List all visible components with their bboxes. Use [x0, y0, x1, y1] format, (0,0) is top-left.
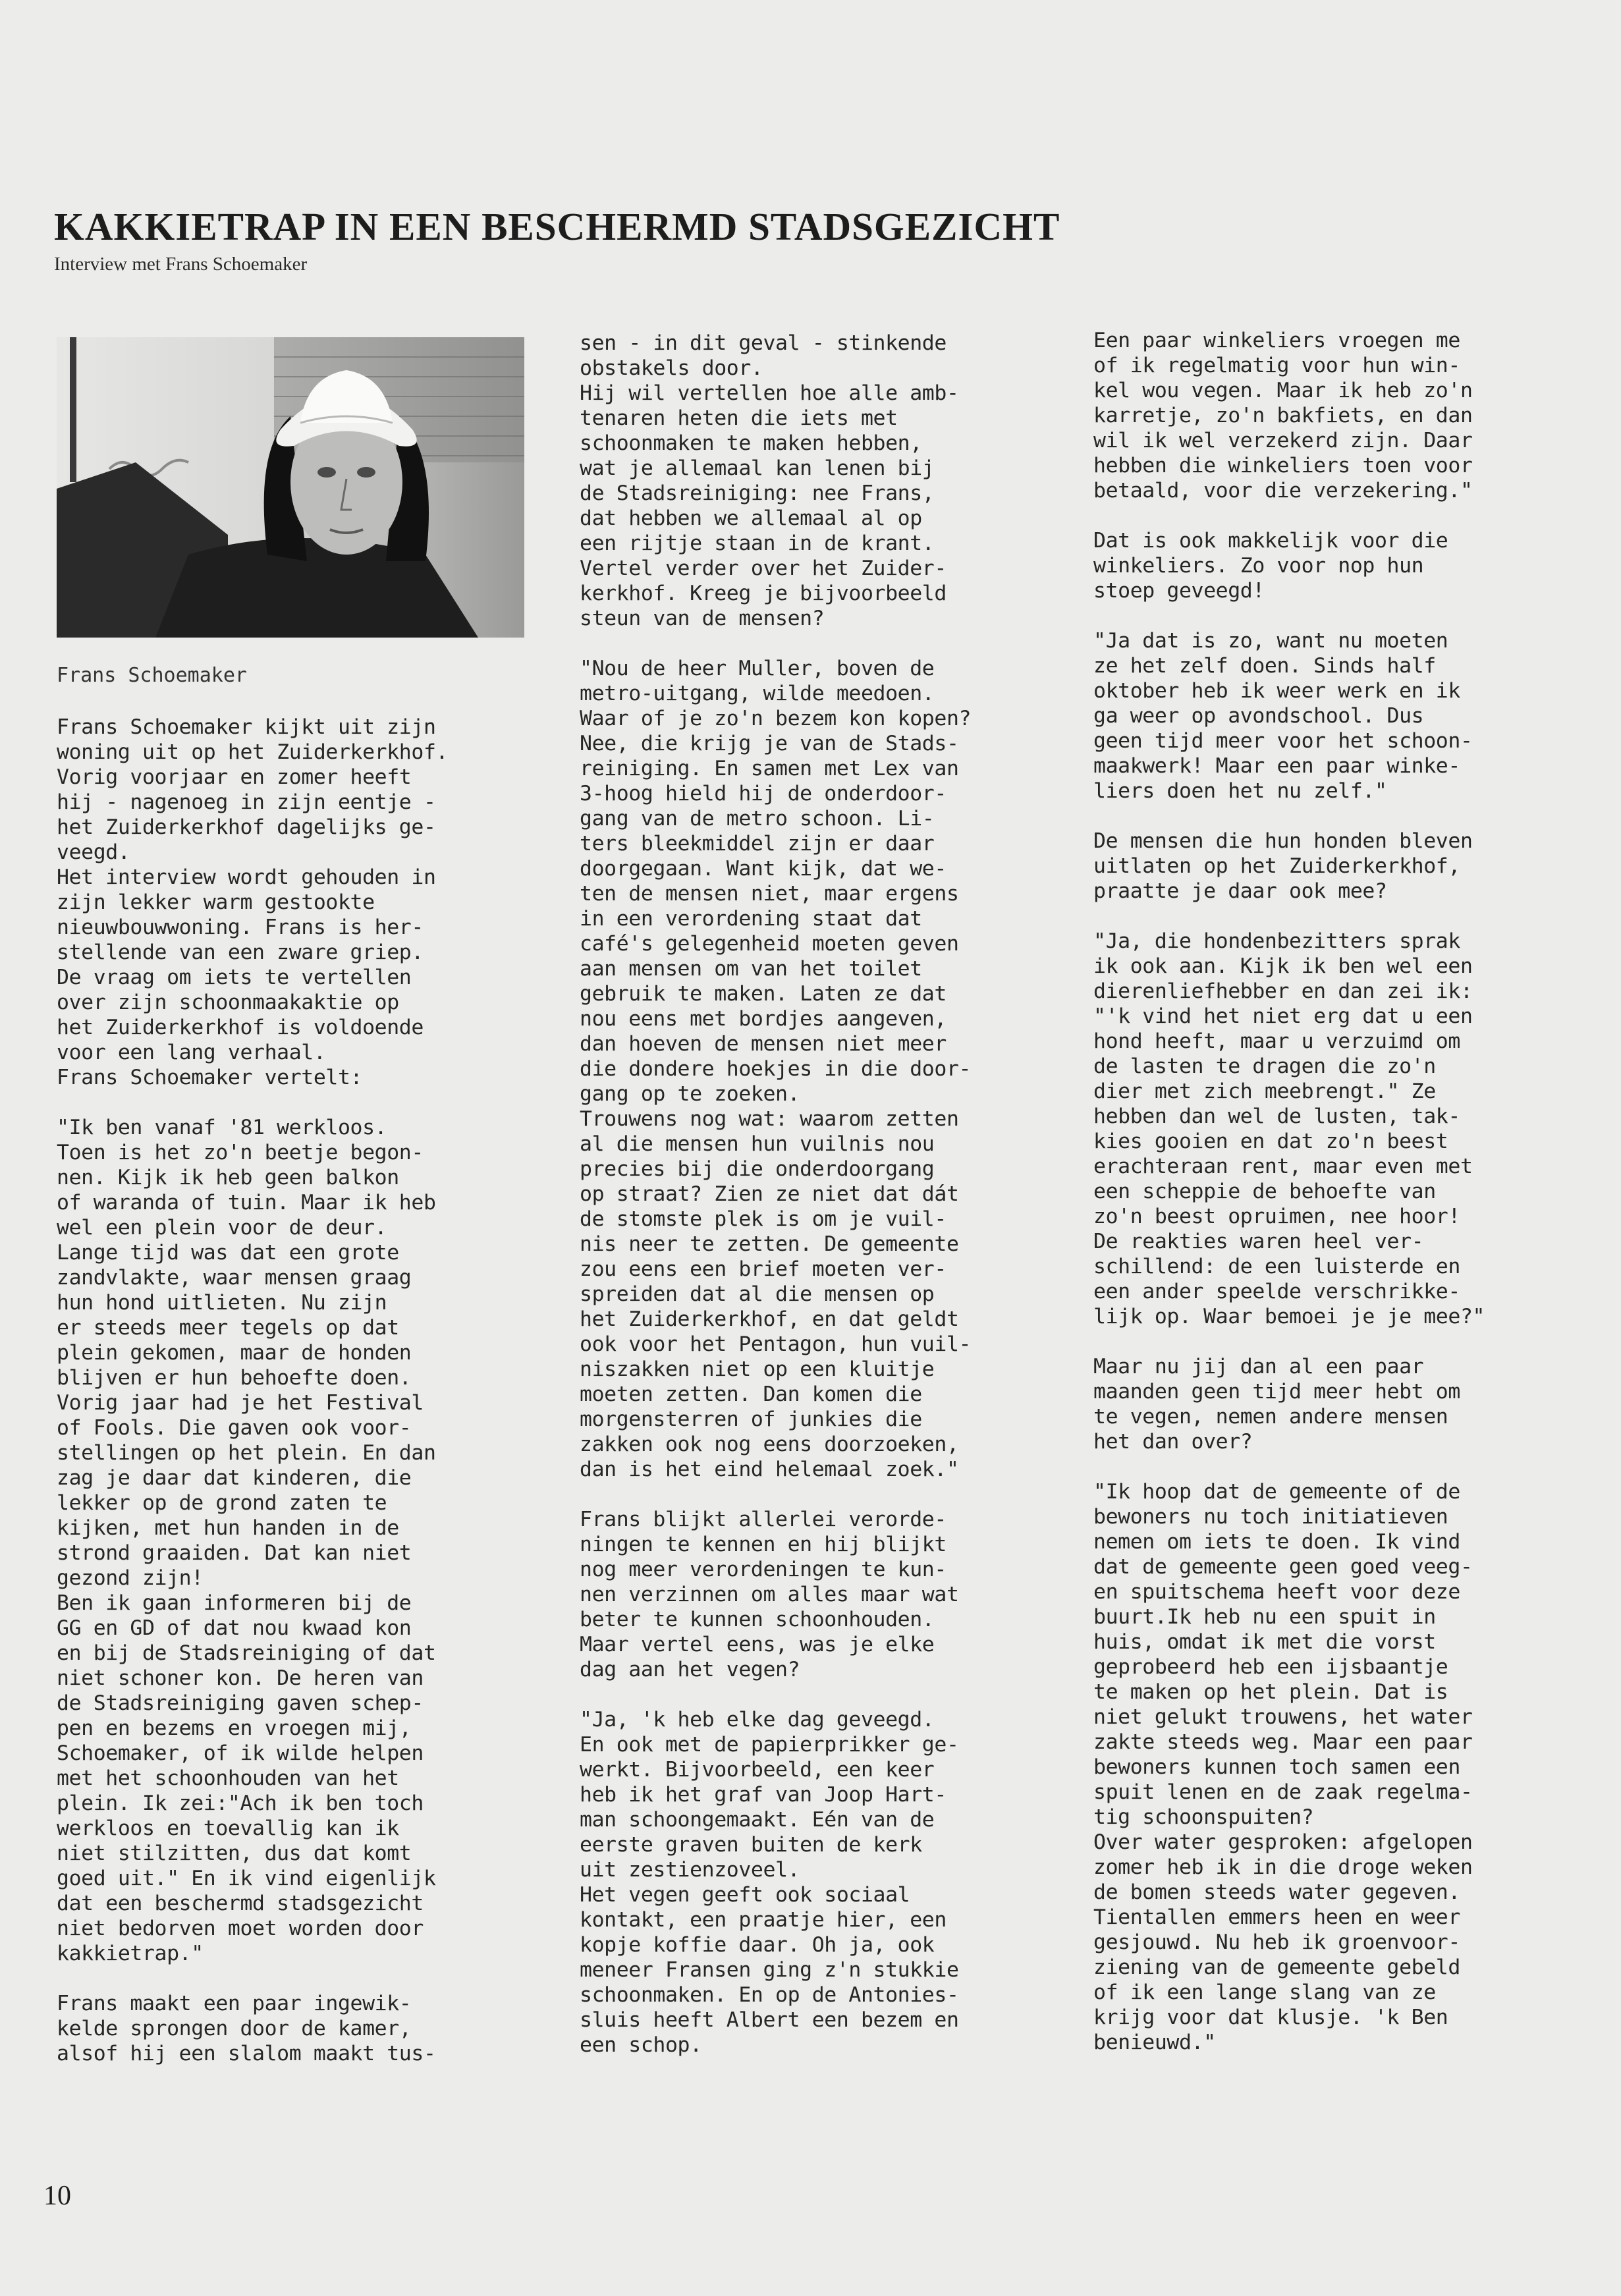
text-line: De reakties waren heel ver-: [1093, 1230, 1424, 1253]
text-line: betaald, voor die verzekering.": [1093, 479, 1473, 503]
text-column-3: [1093, 328, 1594, 2055]
text-line: dan hoeven de mensen niet meer: [580, 1032, 947, 1056]
text-line: precies bij die onderdoorgang: [580, 1157, 935, 1181]
text-line: hebben die winkeliers toen voor: [1093, 454, 1473, 478]
text-line: wat je allemaal kan lenen bij: [580, 456, 935, 480]
text-line: nog meer verordeningen te kun-: [580, 1558, 947, 1581]
text-line: dat hebben we allemaal al op: [580, 506, 922, 530]
text-line: krijg voor dat klusje. 'k Ben: [1093, 2006, 1448, 2029]
text-line: "Ik ben vanaf '81 werkloos.: [57, 1116, 387, 1139]
page-number: 10: [43, 2181, 71, 2211]
text-line: de Stadsreiniging gaven schep-: [57, 1691, 424, 1715]
text-line: het Zuiderkerkhof dagelijks ge-: [57, 815, 436, 839]
text-line: man schoongemaakt. Eén van de: [580, 1808, 935, 1832]
text-line: met het schoonhouden van het: [57, 1766, 399, 1790]
text-line: tenaren heten die iets met: [580, 406, 898, 430]
text-line: Frans blijkt allerlei verorde-: [580, 1508, 947, 1531]
text-line: werkt. Bijvoorbeeld, een keer: [580, 1758, 935, 1782]
text-line: nemen om iets te doen. Ik vind: [1093, 1530, 1460, 1554]
text-line: en bij de Stadsreiniging of dat: [57, 1641, 436, 1665]
text-line: erachteraan rent, maar even met: [1093, 1155, 1473, 1178]
text-line: Vertel verder over het Zuider-: [580, 557, 947, 580]
text-line: een rijtje staan in de krant.: [580, 532, 935, 555]
text-line: niet gelukt trouwens, het water: [1093, 1705, 1473, 1729]
text-line: Dat is ook makkelijk voor die: [1093, 529, 1448, 553]
paragraph-gap: [1093, 603, 1594, 628]
paragraph-gap: [1093, 503, 1594, 528]
text-line: woning uit op het Zuiderkerkhof.: [57, 740, 449, 764]
text-line: Frans Schoemaker vertelt:: [57, 1066, 363, 1089]
text-line: sluis heeft Albert een bezem en: [580, 2008, 959, 2032]
text-line: een ander speelde verschrikke-: [1093, 1280, 1460, 1303]
text-line: tig schoonspuiten?: [1093, 1805, 1314, 1829]
text-line: er steeds meer tegels op dat: [57, 1316, 399, 1340]
text-line: ten de mensen niet, maar ergens: [580, 882, 959, 906]
text-line: Frans Schoemaker kijkt uit zijn: [57, 715, 436, 739]
text-line: plein gekomen, maar de honden: [57, 1341, 412, 1365]
text-line: de stomste plek is om je vuil-: [580, 1207, 947, 1231]
text-line: winkeliers. Zo voor nop hun: [1093, 554, 1424, 578]
text-line: dan is het eind helemaal zoek.": [580, 1458, 959, 1481]
text-line: Lange tijd was dat een grote: [57, 1241, 399, 1265]
text-line: dierenliefhebber en dan zei ik:: [1093, 979, 1473, 1003]
paragraph-gap: [580, 1482, 1067, 1507]
text-line: gebruik te maken. Laten ze dat: [580, 982, 947, 1006]
text-line: gesjouwd. Nu heb ik groenvoor-: [1093, 1930, 1460, 1954]
text-line: Tientallen emmers heen en weer: [1093, 1905, 1460, 1929]
text-line: dier met zich meebrengt." Ze: [1093, 1080, 1436, 1103]
text-line: al die mensen hun vuilnis nou: [580, 1132, 935, 1156]
text-line: huis, omdat ik met die vorst: [1093, 1630, 1436, 1654]
text-line: benieuwd.": [1093, 2031, 1216, 2054]
text-line: gang van de metro schoon. Li-: [580, 807, 935, 831]
text-line: zou eens een brief moeten ver-: [580, 1257, 947, 1281]
text-line: Vorig jaar had je het Festival: [57, 1391, 424, 1415]
text-line: Hij wil vertellen hoe alle amb-: [580, 381, 959, 405]
text-line: sen - in dit geval - stinkende: [580, 331, 947, 355]
text-line: niet schoner kon. De heren van: [57, 1666, 424, 1690]
text-line: Vorig voorjaar en zomer heeft: [57, 765, 412, 789]
text-line: zijn lekker warm gestookte: [57, 890, 375, 914]
article-title: KAKKIETRAP IN EEN BESCHERMD STADSGEZICHT: [54, 204, 1060, 248]
text-line: zakken ook nog eens doorzoeken,: [580, 1433, 959, 1456]
text-line: geen tijd meer voor het schoon-: [1093, 729, 1473, 753]
paragraph-gap: [57, 1090, 544, 1115]
text-line: "'k vind het niet erg dat u een: [1093, 1004, 1473, 1028]
text-line: hebben dan wel de lusten, tak-: [1093, 1105, 1460, 1128]
text-line: Ben ik gaan informeren bij de: [57, 1591, 412, 1615]
text-line: het Zuiderkerkhof is voldoende: [57, 1016, 424, 1039]
text-line: obstakels door.: [580, 356, 763, 380]
text-line: of Fools. Die gaven ook voor-: [57, 1416, 412, 1440]
text-line: uitlaten op het Zuiderkerkhof,: [1093, 854, 1460, 878]
text-line: "Ja, die hondenbezitters sprak: [1093, 929, 1460, 953]
text-line: stellende van een zware griep.: [57, 941, 424, 964]
text-line: eerste graven buiten de kerk: [580, 1833, 922, 1857]
text-line: ik ook aan. Kijk ik ben wel een: [1093, 954, 1473, 978]
text-line: kopje koffie daar. Oh ja, ook: [580, 1933, 935, 1957]
text-line: kelde sprongen door de kamer,: [57, 2017, 412, 2040]
text-line: maanden geen tijd meer hebt om: [1093, 1380, 1460, 1404]
text-line: morgensterren of junkies die: [580, 1408, 922, 1431]
text-line: hond heeft, maar u verzuimd om: [1093, 1029, 1460, 1053]
paragraph-gap: [1093, 804, 1594, 829]
text-line: kel wou vegen. Maar ik heb zo'n: [1093, 379, 1473, 402]
text-line: "Nou de heer Muller, boven de: [580, 657, 935, 680]
text-line: Een paar winkeliers vroegen me: [1093, 329, 1460, 352]
text-line: buurt.Ik heb nu een spuit in: [1093, 1605, 1436, 1629]
text-line: Frans maakt een paar ingewik-: [57, 1992, 412, 2015]
text-line: spuit lenen en de zaak regelma-: [1093, 1780, 1473, 1804]
text-line: beter te kunnen schoonhouden.: [580, 1608, 935, 1631]
text-line: Maar vertel eens, was je elke: [580, 1633, 935, 1656]
text-line: karretje, zo'n bakfiets, en dan: [1093, 404, 1473, 427]
text-line: geprobeerd heb een ijsbaantje: [1093, 1655, 1448, 1679]
text-line: nen verzinnen om alles maar wat: [580, 1583, 959, 1606]
text-line: "Ik hoop dat de gemeente of de: [1093, 1480, 1460, 1504]
text-line: 3-hoog hield hij de onderdoor-: [580, 782, 947, 806]
text-line: ters bleekmiddel zijn er daar: [580, 832, 935, 856]
text-line: ze het zelf doen. Sinds half: [1093, 654, 1436, 678]
text-line: metro-uitgang, wilde meedoen.: [580, 682, 935, 705]
text-line: heb ik het graf van Joop Hart-: [580, 1783, 947, 1807]
text-line: schoonmaken. En op de Antonies-: [580, 1983, 959, 2007]
text-line: niszakken niet op een kluitje: [580, 1357, 935, 1381]
text-line: goed uit." En ik vind eigenlijk: [57, 1867, 436, 1890]
text-line: Nee, die krijg je van de Stads-: [580, 732, 959, 755]
text-line: De mensen die hun honden bleven: [1093, 829, 1473, 853]
text-line: de bomen steeds water gegeven.: [1093, 1880, 1460, 1904]
text-line: gezond zijn!: [57, 1566, 204, 1590]
text-line: de Stadsreiniging: nee Frans,: [580, 481, 935, 505]
text-line: Over water gesproken: afgelopen: [1093, 1830, 1473, 1854]
text-line: Maar nu jij dan al een paar: [1093, 1355, 1424, 1379]
text-line: wil ik wel verzekerd zijn. Daar: [1093, 429, 1473, 452]
text-line: kontakt, een praatje hier, een: [580, 1908, 947, 1932]
text-line: "Ja, 'k heb elke dag geveegd.: [580, 1708, 935, 1732]
text-line: blijven er hun behoefte doen.: [57, 1366, 412, 1390]
text-line: GG en GD of dat nou kwaad kon: [57, 1616, 412, 1640]
text-line: aan mensen om van het toilet: [580, 957, 922, 981]
text-line: uit zestienzoveel.: [580, 1858, 800, 1882]
text-line: of ik regelmatig voor hun win-: [1093, 354, 1460, 377]
text-line: werkloos en toevallig kan ik: [57, 1817, 399, 1840]
text-line: te vegen, nemen andere mensen: [1093, 1405, 1448, 1429]
text-line: wel een plein voor de deur.: [57, 1216, 387, 1240]
text-line: doorgegaan. Want kijk, dat we-: [580, 857, 947, 881]
text-line: zomer heb ik in die droge weken: [1093, 1855, 1473, 1879]
text-line: dag aan het vegen?: [580, 1658, 800, 1681]
text-line: Het vegen geeft ook sociaal: [580, 1883, 910, 1907]
text-line: praatte je daar ook mee?: [1093, 879, 1387, 903]
text-line: Schoemaker, of ik wilde helpen: [57, 1741, 424, 1765]
text-line: bewoners nu toch initiatieven: [1093, 1505, 1448, 1529]
text-line: maakwerk! Maar een paar winke-: [1093, 754, 1460, 778]
paragraph-gap: [1093, 904, 1594, 929]
text-line: café's gelegenheid moeten geven: [580, 932, 959, 956]
text-line: het dan over?: [1093, 1430, 1253, 1454]
text-line: niet stilzitten, dus dat komt: [57, 1842, 412, 1865]
text-line: in een verordening staat dat: [580, 907, 922, 931]
text-line: bewoners kunnen toch samen een: [1093, 1755, 1460, 1779]
text-column-2: [580, 331, 1067, 2058]
text-line: nis neer te zetten. De gemeente: [580, 1232, 959, 1256]
text-line: en spuitschema heeft voor deze: [1093, 1580, 1460, 1604]
text-line: ningen te kennen en hij blijkt: [580, 1533, 947, 1556]
text-line: zag je daar dat kinderen, die: [57, 1466, 412, 1490]
photo-caption: Frans Schoemaker: [57, 664, 247, 687]
text-line: reiniging. En samen met Lex van: [580, 757, 959, 780]
text-line: gang op te zoeken.: [580, 1082, 800, 1106]
text-line: of ik een lange slang van ze: [1093, 1981, 1436, 2004]
text-line: op straat? Zien ze niet dat dát: [580, 1182, 959, 1206]
paragraph-gap: [1093, 1454, 1594, 1479]
text-line: strond graaiden. Dat kan niet: [57, 1541, 412, 1565]
text-line: of waranda of tuin. Maar ik heb: [57, 1191, 436, 1215]
text-line: zandvlakte, waar mensen graag: [57, 1266, 412, 1290]
text-line: hij - nagenoeg in zijn eentje -: [57, 790, 436, 814]
portrait-photo: [57, 337, 524, 638]
text-line: kijken, met hun handen in de: [57, 1516, 399, 1540]
text-line: stoep geveegd!: [1093, 579, 1265, 603]
text-line: lijk op. Waar bemoei je je mee?": [1093, 1305, 1485, 1328]
text-line: Waar of je zo'n bezem kon kopen?: [580, 707, 972, 730]
text-line: Toen is het zo'n beetje begon-: [57, 1141, 424, 1164]
text-line: die dondere hoekjes in die door-: [580, 1057, 972, 1081]
paragraph-gap: [1093, 1329, 1594, 1354]
paragraph-gap: [580, 1682, 1067, 1707]
text-line: schoonmaken te maken hebben,: [580, 431, 922, 455]
text-line: hun hond uitlieten. Nu zijn: [57, 1291, 387, 1315]
text-line: zakte steeds weg. Maar een paar: [1093, 1730, 1473, 1754]
text-line: Het interview wordt gehouden in: [57, 865, 436, 889]
text-line: een scheppie de behoefte van: [1093, 1180, 1436, 1203]
text-line: de lasten te dragen die zo'n: [1093, 1054, 1436, 1078]
text-line: steun van de mensen?: [580, 607, 825, 630]
text-line: schillend: de een luisterde en: [1093, 1255, 1460, 1278]
text-line: ook voor het Pentagon, hun vuil-: [580, 1332, 972, 1356]
text-line: niet bedorven moet worden door: [57, 1917, 424, 1940]
text-line: meneer Fransen ging z'n stukkie: [580, 1958, 959, 1982]
text-line: nieuwbouwwoning. Frans is her-: [57, 916, 424, 939]
article-subtitle: Interview met Frans Schoemaker: [54, 254, 308, 275]
text-line: Trouwens nog wat: waarom zetten: [580, 1107, 959, 1131]
paragraph-gap: [580, 631, 1067, 656]
text-line: liers doen het nu zelf.": [1093, 779, 1387, 803]
text-line: "Ja dat is zo, want nu moeten: [1093, 629, 1448, 653]
text-line: nen. Kijk ik heb geen balkon: [57, 1166, 399, 1189]
text-line: De vraag om iets te vertellen: [57, 966, 412, 989]
text-line: alsof hij een slalom maakt tus-: [57, 2042, 436, 2065]
text-line: kies gooien en dat zo'n beest: [1093, 1130, 1448, 1153]
text-line: te maken op het plein. Dat is: [1093, 1680, 1448, 1704]
paragraph-gap: [57, 1966, 544, 1991]
text-line: nou eens met bordjes aangeven,: [580, 1007, 947, 1031]
text-line: voor een lang verhaal.: [57, 1041, 326, 1064]
text-line: oktober heb ik weer werk en ik: [1093, 679, 1460, 703]
text-line: zo'n beest opruimen, nee hoor!: [1093, 1205, 1460, 1228]
text-line: stellingen op het plein. En dan: [57, 1441, 436, 1465]
text-column-1: [57, 715, 544, 2066]
text-line: dat een beschermd stadsgezicht: [57, 1892, 424, 1915]
text-line: ziening van de gemeente gebeld: [1093, 1955, 1460, 1979]
text-line: plein. Ik zei:"Ach ik ben toch: [57, 1791, 424, 1815]
text-line: het Zuiderkerkhof, en dat geldt: [580, 1307, 959, 1331]
text-line: kerkhof. Kreeg je bijvoorbeeld: [580, 582, 947, 605]
text-line: ga weer op avondschool. Dus: [1093, 704, 1424, 728]
text-line: dat de gemeente geen goed veeg-: [1093, 1555, 1473, 1579]
text-line: een schop.: [580, 2033, 702, 2057]
text-line: lekker op de grond zaten te: [57, 1491, 387, 1515]
text-line: moeten zetten. Dan komen die: [580, 1382, 922, 1406]
text-line: spreiden dat al die mensen op: [580, 1282, 935, 1306]
text-line: pen en bezems en vroegen mij,: [57, 1716, 412, 1740]
text-line: over zijn schoonmaakaktie op: [57, 991, 399, 1014]
text-line: veegd.: [57, 840, 130, 864]
text-line: kakkietrap.": [57, 1942, 204, 1965]
text-line: En ook met de papierprikker ge-: [580, 1733, 959, 1757]
